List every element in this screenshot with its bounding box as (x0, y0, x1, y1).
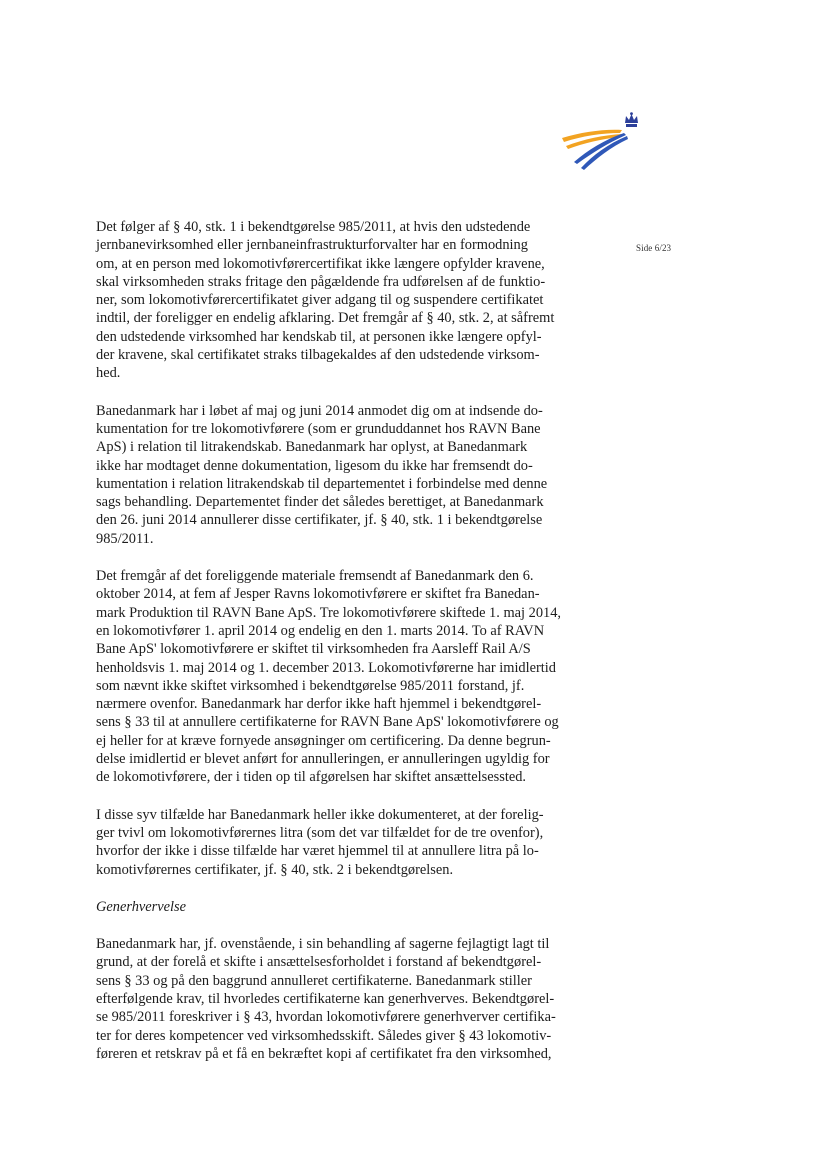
text-line: 985/2011. (96, 530, 154, 547)
text-line: se 985/2011 foreskriver i § 43, hvordan lokomotivførere generhverver certifika- (96, 1009, 556, 1026)
text-line: nærmere ovenfor. Banedanmark har derfor ikke haft hjemmel i bekendtgørel- (96, 696, 542, 713)
text-line: kumentation for tre lokomotivførere (som er grunduddannet hos RAVN Bane (96, 420, 541, 437)
crown-rail-logo-icon (560, 112, 640, 172)
text-line: Det fremgår af det foreliggende materiale fremsendt af Banedanmark den 6. (96, 568, 534, 585)
text-line: om, at en person med lokomotivførercertifikat ikke længere opfylder kravene, (96, 255, 545, 272)
paragraph-4 (96, 806, 582, 879)
paragraph-5 (96, 935, 582, 1063)
text-line: ter for deres kompetencer ved virksomhedsskift. Således giver § 43 lokomotiv- (96, 1027, 552, 1044)
page-number: Side 6/23 (636, 243, 672, 253)
paragraph-1 (96, 218, 582, 383)
logo-graphic (560, 112, 640, 172)
text-line: Bane ApS' lokomotivførere er skiftet til virksomheden fra Aarsleff Rail A/S (96, 641, 531, 658)
body-text (96, 218, 582, 1082)
paragraph-2 (96, 402, 582, 548)
text-line: skal virksomheden straks fritage den pågældende fra udførelsen af de funktio- (96, 273, 546, 290)
text-line: Banedanmark har, jf. ovenstående, i sin behandling af sagerne fejlagtigt lagt til (96, 936, 550, 953)
text-line: der kravene, skal certifikatet straks tilbagekaldes af den udstedende virksom- (96, 347, 540, 364)
paragraph-3 (96, 567, 582, 787)
text-line: som nævnt ikke skiftet virksomhed i bekendtgørelse 985/2011 forstand, jf. (96, 677, 525, 694)
text-line: oktober 2014, at fem af Jesper Ravns lokomotivførere er skiftet fra Banedan- (96, 586, 540, 603)
text-line: ikke har modtaget denne dokumentation, ligesom du ikke har fremsendt do- (96, 457, 533, 474)
text-line: ej heller for at kræve fornyede ansøgninger om certificering. Da denne begrun- (96, 732, 551, 749)
text-line: kumentation i relation litrakendskab til departementet i forbindelse med denne (96, 475, 548, 492)
text-line: de lokomotivførere, der i tiden op til afgørelsen har skiftet ansættelsessted. (96, 769, 527, 786)
text-line: hed. (96, 365, 121, 382)
text-line: Banedanmark har i løbet af maj og juni 2014 anmodet dig om at indsende do- (96, 402, 543, 419)
text-line: efterfølgende krav, til hvorledes certifikaterne kan generhverves. Bekendtgørel- (96, 990, 555, 1007)
text-line: delse imidlertid er blevet anført for annulleringen, er annulleringen ugyldig for (96, 751, 550, 768)
text-line: sags behandling. Departementet finder det således berettiget, at Banedanmark (96, 494, 544, 511)
text-line: komotivførernes certifikater, jf. § 40, stk. 2 i bekendtgørelsen. (96, 861, 454, 878)
text-line: den 26. juni 2014 annullerer disse certifikater, jf. § 40, stk. 1 i bekendtgørelse (96, 512, 543, 529)
section-heading: Generhvervelse (96, 898, 187, 915)
text-line: I disse syv tilfælde har Banedanmark heller ikke dokumenteret, at der forelig- (96, 806, 544, 823)
text-line: sens § 33 til at annullere certifikaterne for RAVN Bane ApS' lokomotivførere og (96, 714, 559, 731)
text-line: Det følger af § 40, stk. 1 i bekendtgørelse 985/2011, at hvis den udstedende (96, 219, 531, 235)
crown-icon (625, 112, 638, 127)
text-line: en lokomotivfører 1. april 2014 og endelig en den 1. marts 2014. To af RAVN (96, 622, 545, 639)
text-line: mark Produktion til RAVN Bane ApS. Tre lokomotivførere skiftede 1. maj 2014, (96, 604, 562, 621)
text-line: grund, at der forelå et skifte i ansættelsesforholdet i forstand af bekendtgørel- (96, 954, 542, 971)
text-line: indtil, der foreligger en endelig afklaring. Det fremgår af § 40, stk. 2, at såfremt (96, 310, 555, 327)
text-line: ApS) i relation til litrakendskab. Banedanmark har oplyst, at Banedanmark (96, 439, 528, 456)
text-line: den udstedende virksomhed har kendskab til, at personen ikke længere opfyl- (96, 328, 542, 345)
text-line: ner, som lokomotivførercertifikatet giver adgang til og suspendere certifikatet (96, 292, 544, 309)
text-line: ger tvivl om lokomotivførernes litra (som det var tilfældet for de tre ovenfor), (96, 824, 544, 841)
text-line: sens § 33 og på den baggrund annulleret certifikaterne. Banedanmark stiller (96, 972, 532, 989)
text-line: føreren et retskrav på et få en bekræftet kopi af certifikatet fra den virksomhed, (96, 1045, 552, 1062)
text-line: henholdsvis 1. maj 2014 og 1. december 2013. Lokomotivførerne har imidlertid (96, 659, 557, 676)
text-line: jernbanevirksomhed eller jernbaneinfrastrukturforvalter har en formodning (96, 237, 528, 254)
text-line: hvorfor der ikke i disse tilfælde har været hjemmel til at annullere litra på lo- (96, 843, 539, 860)
